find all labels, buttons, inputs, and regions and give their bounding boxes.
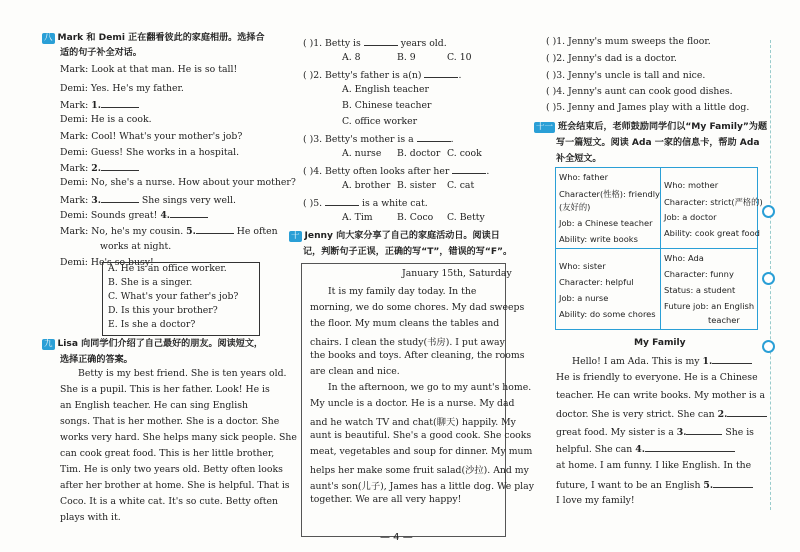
section-10-header: 十 Jenny 向大家分享了自己的家庭活动日。阅读日 xyxy=(291,231,500,241)
reading-line: Betty is my best friend. She is ten years old. xyxy=(78,368,287,379)
dialog-line: Mark: Cool! What's your mother's job? xyxy=(60,131,243,142)
reading-line: can cook great food. This is her little brother, xyxy=(60,448,275,459)
q5-option: C. Betty xyxy=(447,212,485,223)
page-number: — 4 — xyxy=(380,532,413,543)
essay-title: My Family xyxy=(634,338,686,348)
essay-blank-5[interactable] xyxy=(713,478,753,488)
q2-option: C. office worker xyxy=(342,116,418,127)
dialog-line: Mark: 2. xyxy=(60,161,139,174)
dialog-line: Demi: He is a cook. xyxy=(60,114,152,125)
dialog-line: Mark: No, he's my cousin. 5. He often xyxy=(60,226,278,237)
q5-option: A. Tim xyxy=(342,212,373,223)
blank-3[interactable] xyxy=(101,193,139,203)
essay-line: doctor. She is very strict. She can 2. xyxy=(556,407,767,420)
diary-line: together. We are all very happy! xyxy=(310,494,462,505)
section-8-title-line2: 适的句子补全对话。 xyxy=(60,48,142,58)
q2-blank[interactable] xyxy=(424,68,458,78)
tf-item: ( )5. Jenny and James play with a little dog. xyxy=(546,102,750,113)
reading-line: songs. That is her mother. She is a doctor. She xyxy=(60,416,280,427)
diary-line: aunt's son(儿子), James has a little dog. We play xyxy=(310,481,534,492)
diary-line: aunt is beautiful. She's a good cook. She cooks xyxy=(310,430,532,441)
dialog-line: Demi: Guess! She works in a hospital. xyxy=(60,147,240,158)
option: C. What's your father's job? xyxy=(108,291,239,302)
question-4: ( )4. Betty often looks after her . xyxy=(303,166,490,177)
essay-line: He is friendly to everyone. He is a Chinese xyxy=(556,372,758,383)
section-8-badge: 八 xyxy=(44,33,53,43)
question-2: ( )2. Betty's father is a(n) . xyxy=(303,70,462,81)
blank-5[interactable] xyxy=(196,224,234,234)
diary-line: meat, vegetables and soup for dinner. My mum xyxy=(310,446,533,457)
section-9-header: 九 Lisa 向同学们介绍了自己最好的朋友。阅读短文， xyxy=(44,339,264,349)
essay-blank-1[interactable] xyxy=(712,354,752,364)
q3-option: C. cook xyxy=(447,148,482,159)
essay-line: Hello! I am Ada. This is my 1. xyxy=(572,354,752,367)
tf-item: ( )2. Jenny's dad is a doctor. xyxy=(546,53,677,64)
q1-option: C. 10 xyxy=(447,52,472,63)
question-1: ( )1. Betty is years old. xyxy=(303,38,447,49)
section-9-title-line2: 选择正确的答案。 xyxy=(60,355,133,365)
reading-line: plays with it. xyxy=(60,512,121,523)
q1-option: B. 9 xyxy=(397,52,416,63)
question-3: ( )3. Betty's mother is a . xyxy=(303,134,454,145)
reading-line: She is a pupil. This is her father. Look! He is xyxy=(60,384,270,395)
q1-blank[interactable] xyxy=(364,36,398,46)
section-11-badge: 十一 xyxy=(536,122,554,132)
dialog-line: Mark: 1. xyxy=(60,98,139,111)
info-card-mother: Who: mother Character: strict(严格的) Job: a doctor Ability: cook great food xyxy=(660,167,758,249)
q3-blank[interactable] xyxy=(417,132,451,142)
essay-line: great food. My sister is a 3. She is xyxy=(556,427,754,438)
dialog-line: Demi: No, she's a nurse. How about your mother? xyxy=(60,177,296,188)
section-11-header: 十一 班会结束后，老师鼓励同学们以“My Family”为题 xyxy=(536,122,768,132)
option: B. She is a singer. xyxy=(108,277,193,288)
dialog-line: Demi: Sounds great! 4. xyxy=(60,208,208,221)
essay-blank-3[interactable] xyxy=(686,425,722,435)
diary-line: chairs. I clean the study(书房). I put away xyxy=(310,337,505,348)
reading-line: Tim. He is only two years old. Betty often looks xyxy=(60,464,283,475)
section-8-header: 八 Mark 和 Demi 正在翻看彼此的家庭相册。选择合 xyxy=(44,33,265,43)
q3-option: A. nurse xyxy=(342,148,382,159)
essay-line: helpful. She can 4. xyxy=(556,442,735,455)
q5-blank[interactable] xyxy=(325,196,359,206)
blank-1[interactable] xyxy=(101,98,139,108)
reading-line: works very hard. She helps many sick people. She xyxy=(60,432,297,443)
binding-hole-icon xyxy=(762,205,775,218)
tf-item: ( )4. Jenny's aunt can cook good dishes. xyxy=(546,86,733,97)
blank-2[interactable] xyxy=(101,161,139,171)
diary-line: It is my family day today. In the xyxy=(328,286,477,297)
diary-line: are clean and nice. xyxy=(310,366,400,377)
diary-line: helps her make some fruit salad(沙拉). And my xyxy=(310,465,529,476)
section-10-title-line2: 记，判断句子正误，正确的写“T”，错误的写“F”。 xyxy=(303,247,513,257)
section-11-title-line3: 补全短文。 xyxy=(556,154,602,164)
tf-item: ( )3. Jenny's uncle is tall and nice. xyxy=(546,70,706,81)
diary-line: and he watch TV and chat(聊天) happily. My xyxy=(310,417,516,428)
essay-blank-2[interactable] xyxy=(727,407,767,417)
essay-blank-4[interactable] xyxy=(645,442,735,452)
q4-option: B. sister xyxy=(397,180,436,191)
essay-line: I love my family! xyxy=(556,495,635,506)
q4-option: C. cat xyxy=(447,180,475,191)
dialog-line: Demi: Yes. He's my father. xyxy=(60,83,184,94)
diary-date: January 15th, Saturday xyxy=(402,268,512,279)
dialog-line: Mark: 3. She sings very well. xyxy=(60,195,236,206)
q4-blank[interactable] xyxy=(452,164,486,174)
diary-line: morning, we do some chores. My dad sweeps xyxy=(310,302,525,313)
info-card-sister: Who: sister Character: helpful Job: a nurse Ability: do some chores xyxy=(555,248,661,330)
essay-line: at home. I am funny. I like English. In the xyxy=(556,460,752,471)
option: D. Is this your brother? xyxy=(108,305,218,316)
reading-line: an English teacher. He can sing English xyxy=(60,400,249,411)
section-10-badge: 十 xyxy=(291,231,300,241)
q3-option: B. doctor xyxy=(397,148,441,159)
q1-option: A. 8 xyxy=(342,52,361,63)
q5-option: B. Coco xyxy=(397,212,434,223)
binding-hole-icon xyxy=(762,340,775,353)
diary-line: the floor. My mum cleans the tables and xyxy=(310,318,500,329)
dialog-line: Mark: Look at that man. He is so tall! xyxy=(60,64,238,75)
essay-line: future, I want to be an English 5. xyxy=(556,478,753,491)
diary-line: My uncle is a doctor. He is a nurse. My dad xyxy=(310,398,515,409)
info-card-ada: Who: Ada Character: funny Status: a student Future job: an English teacher xyxy=(660,248,758,330)
section-9-badge: 九 xyxy=(44,339,53,349)
info-card-father: Who: father Character(性格): friendly (友好的) Job: a Chinese teacher Ability: write books xyxy=(555,167,661,249)
option: E. Is she a doctor? xyxy=(108,319,196,330)
q2-option: A. English teacher xyxy=(342,84,429,95)
reading-line: Coco. It is a white cat. It's so cute. Betty often xyxy=(60,496,278,507)
section-11-title-line2: 写一篇短文。阅读 Ada 一家的信息卡，帮助 Ada xyxy=(556,138,760,148)
dialog-line: works at night. xyxy=(100,241,172,252)
option: A. He is an office worker. xyxy=(108,263,227,274)
blank-4[interactable] xyxy=(170,208,208,218)
binding-hole-icon xyxy=(762,272,775,285)
question-5: ( )5. is a white cat. xyxy=(303,198,428,209)
diary-line: the books and toys. After cleaning, the rooms xyxy=(310,350,525,361)
dialog-line: Demi: He's so busy! xyxy=(60,257,154,268)
q2-option: B. Chinese teacher xyxy=(342,100,432,111)
diary-line: In the afternoon, we go to my aunt's home. xyxy=(328,382,532,393)
q4-option: A. brother xyxy=(342,180,391,191)
reading-line: after her brother at home. She is helpful. That is xyxy=(60,480,290,491)
tf-item: ( )1. Jenny's mum sweeps the floor. xyxy=(546,36,711,47)
essay-line: teacher. He can write books. My mother is a xyxy=(556,390,766,401)
